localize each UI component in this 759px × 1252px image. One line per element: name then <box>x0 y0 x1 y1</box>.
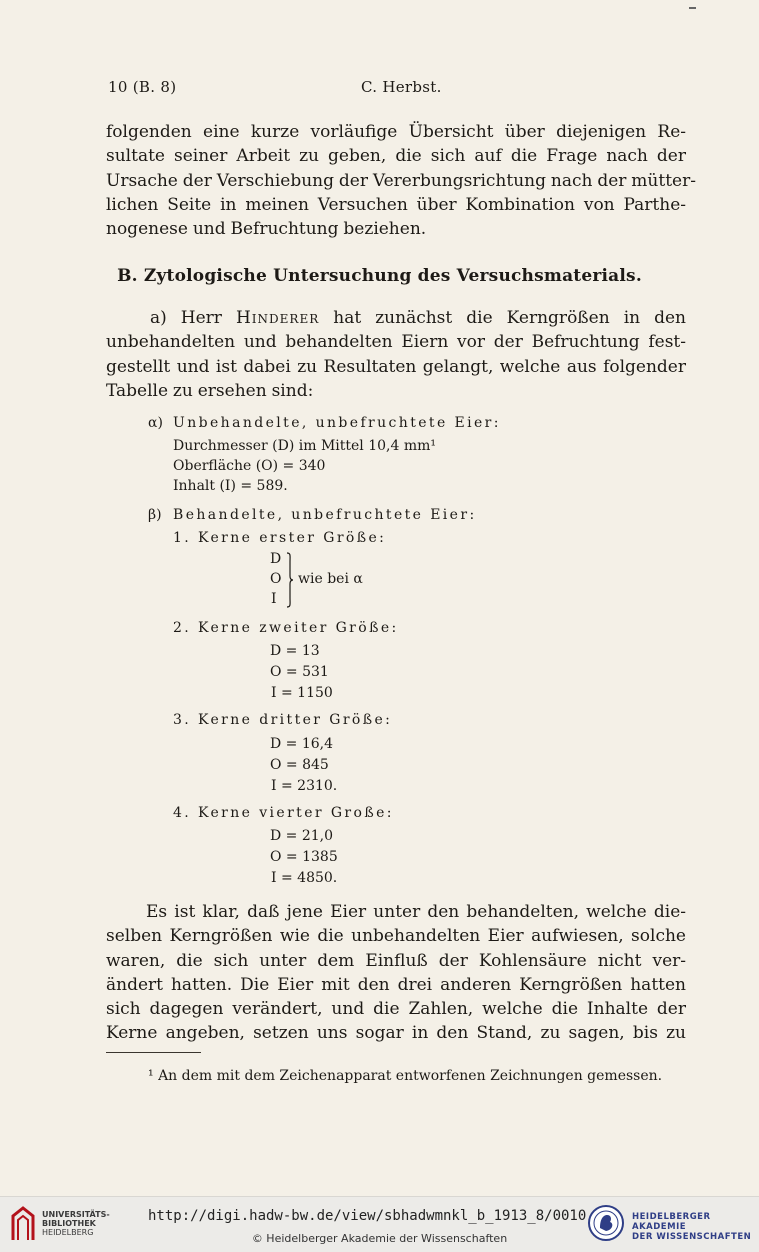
academy-seal-icon[interactable] <box>588 1204 624 1242</box>
value-row: I = 1150 <box>271 685 333 701</box>
intro-paragraph <box>106 120 696 241</box>
paragraph-a <box>106 306 686 403</box>
text-line: Kerne angeben, setzen uns sogar in den Stand, zu sagen, bis zu <box>106 1023 686 1044</box>
group-label: 1. Kerne erster Größe: <box>173 530 387 546</box>
group-label: 3. Kerne dritter Größe: <box>173 712 393 728</box>
value-row: I = 2310. <box>271 778 338 794</box>
text-line: sich dagegen verändert, und die Zahlen, welche die Inhalte der <box>106 999 686 1020</box>
scan-mark <box>689 7 696 9</box>
permalink-url[interactable]: http://digi.hadw-bw.de/view/sbhadwmnkl_b_1913_8/0010 <box>148 1208 587 1224</box>
section-heading: B. Zytologische Untersuchung des Versuchsmaterials. <box>117 266 642 286</box>
letter-d: D <box>270 551 282 567</box>
text-line: unbehandelten und behandelten Eiern vor der Befruchtung fest- <box>106 332 686 353</box>
running-author: C. Herbst. <box>361 78 442 96</box>
value-row: D = 16,4 <box>270 736 334 752</box>
text-line: gestellt und ist dabei zu Resultaten gelangt, welche aus folgender <box>106 356 686 377</box>
text-line: nogenese und Befruchtung beziehen. <box>106 219 427 240</box>
text-line: selben Kerngrößen wie die unbehandelten Eier aufwiesen, solche <box>106 926 686 947</box>
group-label: 2. Kerne zweiter Größe: <box>173 620 399 636</box>
group-label: 4. Kerne vierter Große: <box>173 805 394 821</box>
text-line: Es ist klar, daß jene Eier unter den behandelten, welche die- <box>146 902 686 922</box>
academy-name[interactable]: HEIDELBERGER AKADEMIE DER WISSENSCHAFTEN <box>632 1212 752 1242</box>
footnote: ¹ An dem mit dem Zeichenapparat entworfenen Zeichnungen gemessen. <box>148 1068 663 1084</box>
beta-title: Behandelte, unbefruchtete Eier: <box>173 507 477 523</box>
alpha-row: Oberfläche (O) = 340 <box>173 458 326 474</box>
copyright-notice: © Heidelberger Akademie der Wissenschaften <box>251 1232 508 1245</box>
text-line: Tabelle zu ersehen sind: <box>106 380 314 401</box>
value-row: I = 4850. <box>271 870 338 886</box>
value-row: O = 531 <box>270 664 329 680</box>
value-row: D = 13 <box>270 643 320 659</box>
alpha-marker: α) <box>148 415 163 431</box>
letter-i: I <box>271 591 277 607</box>
page-reference: 10 (B. 8) <box>108 78 177 96</box>
value-row: O = 845 <box>270 757 329 773</box>
person-name: Hinderer <box>235 308 320 328</box>
value-row: O = 1385 <box>270 849 338 865</box>
value-row: D = 21,0 <box>270 828 334 844</box>
letter-o: O <box>270 571 282 587</box>
text-line: Ursache der Verschiebung der Vererbungsrichtung nach der mütter- <box>106 170 696 191</box>
alpha-row: Inhalt (I) = 589. <box>173 478 288 494</box>
text-line: ändert hatten. Die Eier mit den drei anderen Kerngrößen hatten <box>106 974 686 995</box>
text-line: waren, die sich unter dem Einfluß der Kohlensäure nicht ver- <box>106 950 686 971</box>
beta-marker: β) <box>148 507 162 523</box>
university-library-name[interactable]: UNIVERSITÄTS- BIBLIOTHEK HEIDELBERG <box>42 1210 110 1237</box>
text-line: folgenden eine kurze vorläufige Übersicht über diejenigen Re- <box>106 122 686 142</box>
same-as-note: wie bei α <box>298 571 363 587</box>
alpha-title: Unbehandelte, unbefruchtete Eier: <box>173 415 501 431</box>
text-line: sultate seiner Arbeit zu geben, die sich auf die Frage nach der <box>106 146 686 167</box>
text-line: lichen Seite in meinen Versuchen über Kombination von Parthe- <box>106 194 686 215</box>
alpha-row: Durchmesser (D) im Mittel 10,4 mm¹ <box>173 438 437 454</box>
closing-paragraph <box>106 900 686 1046</box>
footnote-divider <box>106 1052 201 1053</box>
right-brace-icon <box>286 552 294 608</box>
text-line: a) Herr Hinderer hat zunächst die Kerngrößen in den <box>150 308 686 328</box>
